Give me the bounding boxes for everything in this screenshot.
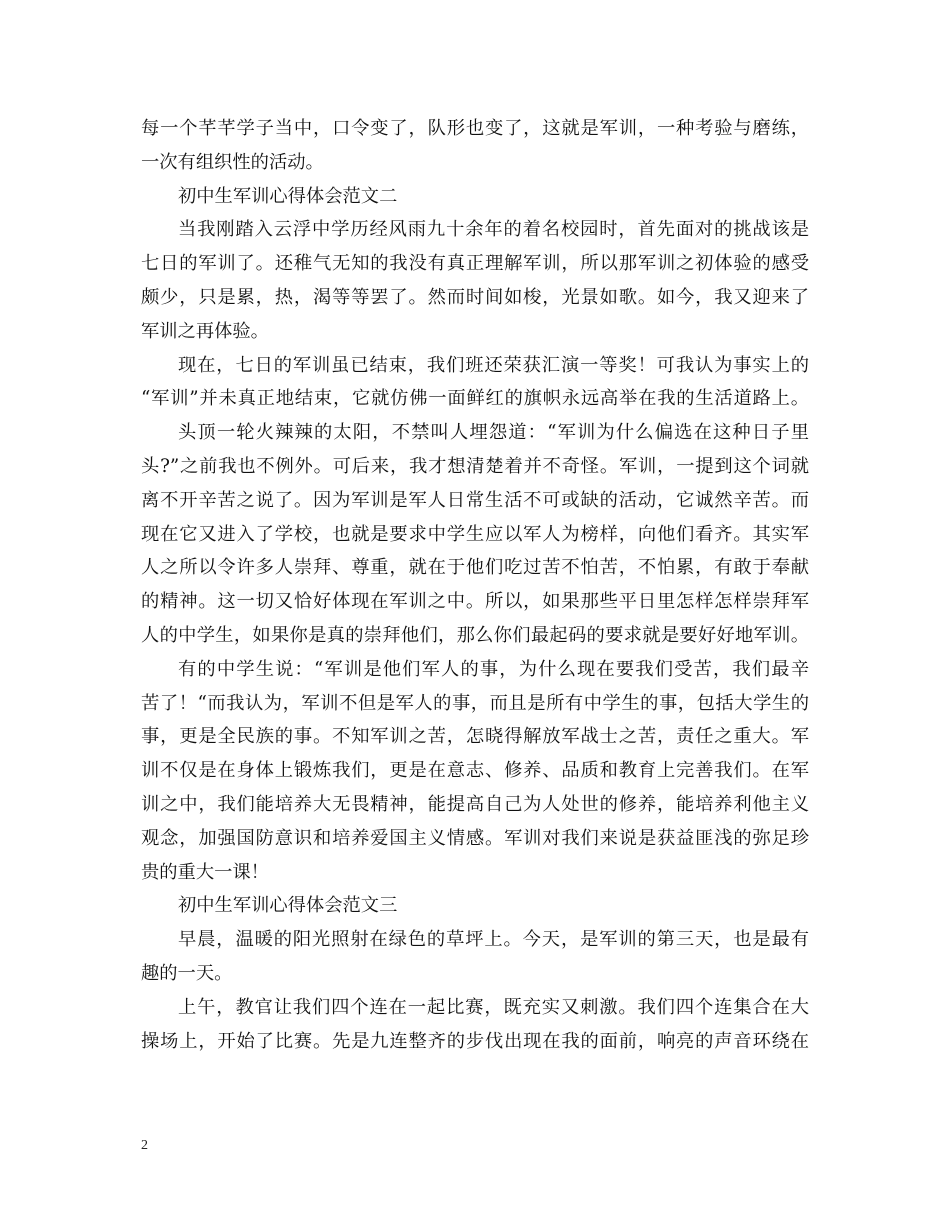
- text-line: 事，更是全民族的事。不知军训之苦，怎晓得解放军战士之苦，责任之重大。军: [141, 726, 809, 748]
- text-line: 现在，七日的军训虽已结束，我们班还荣获汇演一等奖！可我认为事实上的: [178, 354, 809, 376]
- text-line: 颇少，只是累，热，渴等等罢了。然而时间如梭，光景如歌。如今，我又迎来了: [141, 286, 809, 308]
- text-line: 贵的重大一课！: [141, 861, 269, 883]
- text-line: 有的中学生说：“军训是他们军人的事，为什么现在要我们受苦，我们最辛: [178, 658, 809, 680]
- text-line: 的精神。这一切又恰好体现在军训之中。所以，如果那些平日里怎样怎样崇拜军: [141, 591, 809, 613]
- text-line: 每一个芊芊学子当中，口令变了，队形也变了，这就是军训，一种考验与磨练，: [141, 118, 809, 139]
- text-line: 当我刚踏入云浮中学历经风雨九十余年的着名校园时，首先面对的挑战该是: [178, 219, 809, 241]
- page-number: 2: [141, 1138, 148, 1153]
- text-line: 初中生军训心得体会范文三: [178, 895, 398, 917]
- text-line: 现在它又进入了学校，也就是要求中学生应以军人为榜样，向他们看齐。其实军: [141, 523, 809, 545]
- text-line: 头?”之前我也不例外。可后来，我才想清楚着并不奇怪。军训，一提到这个词就: [141, 455, 809, 477]
- text-line: 人的中学生，如果你是真的崇拜他们，那么你们最起码的要求就是要好好地军训。: [141, 624, 809, 646]
- text-line: 军训之再体验。: [141, 320, 269, 342]
- text-line: 一次有组织性的活动。: [141, 151, 324, 173]
- document-body: [141, 112, 809, 1058]
- text-line: “军训”并未真正地结束，它就仿佛一面鲜红的旗帜永远高举在我的生活道路上。: [141, 388, 809, 410]
- text-line: 训之中，我们能培养大无畏精神，能提高自己为人处世的修养，能培养利他主义: [141, 793, 809, 815]
- text-line: 操场上，开始了比赛。先是九连整齐的步伐出现在我的面前，响亮的声音环绕在: [141, 1030, 809, 1052]
- text-line: 人之所以令许多人崇拜、尊重，就在于他们吃过苦不怕苦，不怕累，有敢于奉献: [141, 557, 809, 579]
- text-line: 趣的一天。: [141, 962, 233, 984]
- text-line: 早晨，温暖的阳光照射在绿色的草坪上。今天，是军训的第三天，也是最有: [178, 929, 809, 951]
- text-line: 离不开辛苦之说了。因为军训是军人日常生活不可或缺的活动，它诚然辛苦。而: [141, 489, 809, 511]
- text-line: 训不仅是在身体上锻炼我们，更是在意志、修养、品质和教育上完善我们。在军: [141, 760, 809, 782]
- text-line: 头顶一轮火辣辣的太阳，不禁叫人埋怨道：“军训为什么偏选在这种日子里: [178, 422, 809, 444]
- text-line: 上午，教官让我们四个连在一起比赛，既充实又刺激。我们四个连集合在大: [178, 996, 809, 1018]
- text-line: 苦了！“而我认为，军训不但是军人的事，而且是所有中学生的事，包括大学生的: [141, 692, 809, 714]
- text-line: 初中生军训心得体会范文二: [178, 185, 398, 207]
- text-line: 七日的军训了。还稚气无知的我没有真正理解军训，所以那军训之初体验的感受: [141, 253, 809, 275]
- text-line: 观念，加强国防意识和培养爱国主义情感。军训对我们来说是获益匪浅的弥足珍: [141, 827, 809, 849]
